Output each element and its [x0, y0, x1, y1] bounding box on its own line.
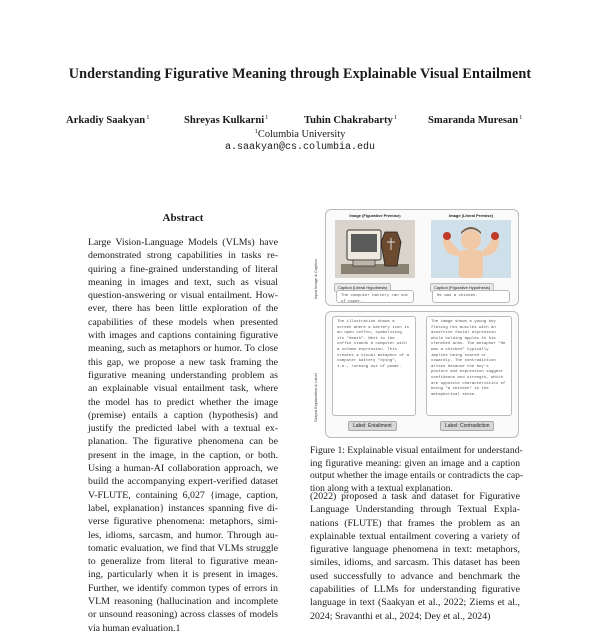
- abstract-line: les, idioms, sarcasm, and humor. Through au-: [88, 529, 278, 541]
- abstract-line: meaning, such as metaphors or humor. To close: [88, 343, 278, 355]
- abstract-line: planation. The figurative phenomena can be: [88, 436, 278, 448]
- body-line: nations (FLUTE) that frames the problem as an: [310, 517, 520, 529]
- abstract-line: present in the image, in the caption, or both.: [88, 449, 278, 461]
- abstract-line: figurative meaning understanding problem as: [88, 369, 278, 381]
- figure-input-panel: [325, 209, 519, 306]
- abstract-line: ing, particularly when it is present in images.: [88, 569, 278, 581]
- right-caption-chip: Caption (Figurative Hypothesis): [430, 283, 494, 292]
- left-explanation: The illustration shows a screen where a battery icon is an open coffin, symbolizing its "death". Next to the coffin stands a computer with a solemn expression. This creates a visual metaphor of a computer battery "dying", i.e., running out of power.: [332, 316, 416, 416]
- body-text: [310, 490, 520, 623]
- right-explanation: The image shows a young boy flexing his muscles with an assertive facial expression while holding apples in his clenched arms. The metaphor "He was a chicken" typically implies being scared or cowardly. The contradiction arises because the boy's posture and expression suggest confidence and strength, which are opposite characteristics of being "a chicken" in the metaphorical sense.: [426, 316, 512, 416]
- abstract-line: with images and captions containing figurative: [88, 330, 278, 342]
- author-name-text: Smaranda Muresan: [428, 115, 519, 126]
- author-name: [184, 114, 268, 126]
- body-line: similes, idioms, and sarcasm. This dataset has been: [310, 557, 520, 569]
- right-caption-text: He was a chicken.: [432, 290, 510, 303]
- abstract-heading: Abstract: [162, 212, 204, 224]
- abstract-line: build the accompanying expert-verified dataset: [88, 476, 278, 488]
- caption-line: Figure 1: Explainable visual entailment for understand-: [310, 445, 523, 456]
- figure-1: [310, 207, 520, 439]
- author-name-text: Shreyas Kulkarni: [184, 115, 265, 126]
- caption-line: output whether the image entails or contradicts the cap-: [310, 470, 524, 482]
- body-line: Language Understanding through Textual Expla-: [310, 504, 520, 516]
- author-name: [66, 114, 149, 126]
- abstract-line: verse figurative phenomena: metaphors, simi-: [88, 516, 278, 528]
- body-line: used successfully to advance and benchmark the: [310, 570, 520, 582]
- affiliation: [0, 128, 600, 140]
- left-image-title: Image (Figurative Premise): [349, 213, 401, 218]
- abstract-line: to generalize from literal to figurative mean-: [88, 556, 278, 568]
- flexing-boy-photo: [431, 220, 511, 278]
- author-name-text: Tuhin Chakrabarty: [304, 115, 393, 126]
- abstract-line: Further, we identify common types of errors in: [88, 582, 278, 594]
- abstract-line: an explainable visual entailment task, where: [88, 383, 278, 395]
- right-image-title: Image (Literal Premise): [448, 213, 494, 218]
- abstract-line: (premise) entails a caption (hypothesis) and: [88, 409, 278, 421]
- affiliation-text: Columbia University: [257, 129, 346, 140]
- figure-side-label-output: Output Explanation & Label: [313, 373, 318, 422]
- right-label-contradiction: Label: Contradiction: [440, 421, 494, 431]
- body-line: (2022) proposed a task and dataset for Figurative: [310, 491, 520, 502]
- author-mark: 1: [146, 114, 150, 121]
- figure-left-input: [332, 213, 418, 290]
- author-mark: 1: [265, 114, 269, 121]
- abstract-line: tomatic evaluation, we find that VLMs struggle: [88, 542, 278, 554]
- abstract-line: V-FLUTE, containing 6,027 {image, caption,: [88, 489, 278, 501]
- abstract-line: quiring a fine-grained understanding of literal: [88, 263, 278, 275]
- author-name-text: Arkadiy Saakyan: [66, 115, 146, 126]
- abstract-line: question-answering or visual entailment. How-: [88, 290, 278, 302]
- abstract-line: meaning in images and text, such as visual: [88, 276, 278, 288]
- figure-output-panel: [325, 311, 519, 438]
- abstract-line: ever, there has been little exploration of the: [88, 303, 278, 315]
- abstract-line: the model has to predict whether the image: [88, 396, 278, 408]
- caption-line: ing figurative meaning: given an image and a caption: [310, 457, 520, 469]
- author-name: [428, 114, 522, 126]
- figure-side-label-input: Input Image & Caption: [313, 259, 318, 299]
- author-mark: 1: [393, 114, 398, 121]
- author-name: [304, 114, 397, 126]
- abstract-line: or unsound reasoning) across classes of models: [88, 609, 278, 621]
- body-line: 2024; Sravanthi et al., 2024; Dey et al., 2024): [310, 610, 491, 622]
- affiliation-mark: 1: [254, 128, 258, 135]
- computer-coffin-illustration: [335, 220, 415, 278]
- figure-right-input: [428, 213, 514, 290]
- body-line: explainable textual entailment covering a variety of: [310, 530, 520, 542]
- body-line: figurative language phenomena in text: metaphors,: [310, 544, 520, 556]
- author-mark: 1: [519, 114, 523, 121]
- caption-line: tion along with a textual explanation.: [310, 482, 453, 494]
- abstract-line: demonstrated strong capabilities in tasks re-: [88, 250, 278, 262]
- abstract-body: [88, 236, 278, 635]
- left-label-entailment: Label: Entailment: [348, 421, 397, 431]
- author-email: a.saakyan@cs.columbia.edu: [224, 142, 376, 153]
- body-line: capabilities of LLMs for understanding figurative: [310, 584, 520, 596]
- abstract-line: label, explanation} instances spanning five di-: [88, 502, 278, 514]
- left-caption-chip: Caption (Literal Hypothesis): [334, 283, 391, 292]
- abstract-line: capabilities of these models when presented: [88, 316, 278, 328]
- abstract-line: Using a human-AI collaboration approach, we: [88, 463, 278, 475]
- abstract-line: via human evaluation.1: [88, 622, 181, 634]
- abstract-line: Large Vision-Language Models (VLMs) have: [88, 237, 278, 248]
- left-caption-text: The computer battery ran out of power.: [336, 290, 414, 303]
- body-line: language in text (Saakyan et al., 2022; Ziems et al.,: [310, 597, 520, 609]
- figure-caption: [310, 445, 524, 495]
- paper-title: Understanding Figurative Meaning through Explainable Visual Entailment: [68, 66, 532, 82]
- abstract-line: justify the predicted label with a textual ex-: [88, 423, 278, 435]
- abstract-line: VLM reasoning (hallucination and incomplete: [88, 596, 278, 608]
- abstract-line: this gap, we propose a new task framing the: [88, 356, 278, 368]
